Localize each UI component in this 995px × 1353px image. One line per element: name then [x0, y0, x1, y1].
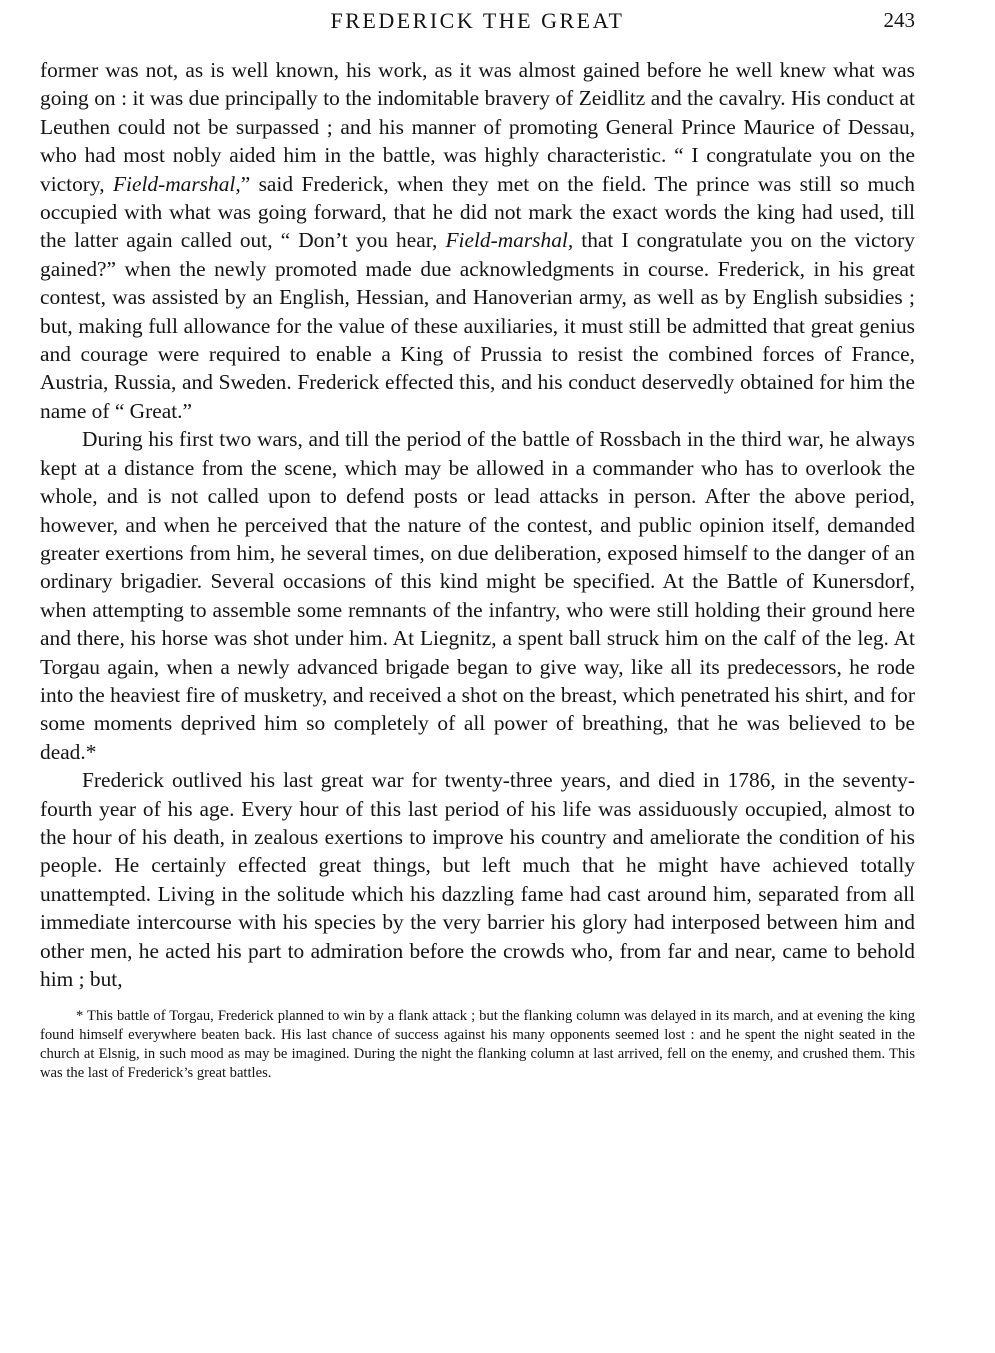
book-page	[40, 0, 915, 1083]
field-marshal-emphasis-1: Field-marshal,	[112, 171, 241, 196]
body-text	[40, 56, 915, 993]
running-head	[40, 0, 915, 40]
footnote-text: * This battle of Torgau, Frederick planned to win by a flank attack ; but the flanking column was delayed in its march, and at evening the king found himself everywhere beaten back. His last chance of success against his many opponents seemed lost : and he spent the night seated in the church at Elsnig, in such mood as may be imagined. During the night the flanking column at last arrived, fell on the enemy, and crushed them. This was the last of Frederick’s great battles.	[40, 1008, 915, 1082]
paragraph-1-part-3: that I congratulate you on the victory gained?” when the newly promoted made due acknowledgments in course. Frederick, in his great contest, was assisted by an English, Hessian, and Hanoverian army, as well as by English subsidies ; but, making full allowance for the value of these auxiliaries, it must still be admitted that great genius and courage were required to enable a King of Prussia to resist the combined forces of France, Austria, Russia, and Sweden. Frederick effected this, and his conduct deservedly obtained for him the name of “ Great.”	[40, 228, 915, 423]
paragraph-1-part-2: ” said Frederick, when they met on the field. The prince was still so much occupied with what was going forward, that he did not mark the exact words the king had used, till the latter again called out, “ Don’t you hear,	[40, 171, 915, 253]
page-number: 243	[883, 8, 915, 32]
field-marshal-emphasis-2: Field-marshal,	[445, 228, 574, 253]
paragraph-2: During his first two wars, and till the period of the battle of Rossbach in the third war, he always kept at a distance from the scene, which may be allowed in a commander who has to overlook the whole, and is not called upon to defend posts or lead attacks in person. After the above period, however, and when he perceived that the nature of the contest, and public opinion itself, demanded greater exertions from him, he several times, on due deliberation, exposed himself to the danger of an ordinary brigadier. Several occasions of this kind might be specified. At the Battle of Kunersdorf, when attempting to assemble some remnants of the infantry, who were still holding their ground here and there, his horse was shot under him. At Liegnitz, a spent ball struck him on the calf of the leg. At Torgau again, when a newly advanced brigade began to give way, like all its predecessors, he rode into the heaviest fire of musketry, and received a shot on the breast, which penetrated his shirt, and for some moments deprived him so completely of all power of breathing, that he was believed to be dead.*	[40, 427, 915, 764]
paragraph-1	[40, 56, 915, 425]
footnote	[40, 1007, 915, 1083]
paragraph-1-part-1: former was not, as is well known, his work, as it was almost gained before he well knew what was going on : it was due principally to the indomitable bravery of Zeidlitz and the cavalry. His conduct at Leuthen could not be surpassed ; and his manner of promoting General Prince Maurice of Dessau, who had most nobly aided him in the battle, was highly characteristic. “ I congratulate you on the victory,	[40, 58, 915, 196]
running-title: FREDERICK THE GREAT	[330, 8, 625, 33]
paragraph-3: Frederick outlived his last great war for twenty-three years, and died in 1786, in the seventy-fourth year of his age. Every hour of this last period of his life was assiduously occupied, almost to the hour of his death, in zealous exertions to improve his country and ameliorate the condition of his people. He certainly effected great things, but left much that he might have achieved totally unattempted. Living in the solitude which his dazzling fame had cast around him, separated from all immediate intercourse with his species by the very barrier his glory had interposed between him and other men, he acted his part to admiration before the crowds who, from far and near, came to behold him ; but,	[40, 768, 915, 991]
